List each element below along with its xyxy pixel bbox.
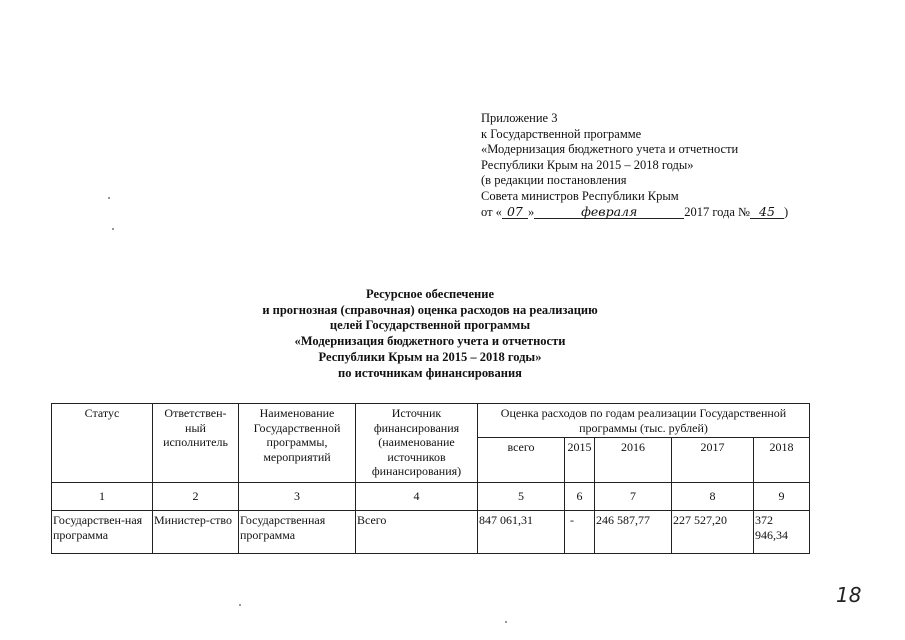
appendix-line: «Модернизация бюджетного учета и отчетности	[481, 142, 739, 157]
handwritten-month: февраля	[534, 205, 684, 219]
title-line: и прогнозная (справочная) оценка расходов на реализацию	[262, 302, 598, 317]
column-number: 3	[239, 483, 356, 511]
appendix-line: Республики Крым на 2015 – 2018 годы»	[481, 157, 694, 172]
handwritten-day: 07	[502, 205, 528, 219]
appendix-block	[481, 111, 788, 220]
column-number: 4	[356, 483, 478, 511]
column-number: 2	[153, 483, 239, 511]
header-source: Источник финансирования (наименование источников финансирования)	[356, 404, 478, 483]
scan-speck	[505, 621, 507, 623]
appendix-line: Совета министров Республики Крым	[481, 188, 679, 203]
cell-2018: 372 946,34	[754, 511, 810, 554]
date-prefix: от «	[481, 204, 502, 219]
table-row	[52, 511, 810, 554]
scan-speck	[108, 197, 110, 199]
date-mid: »	[527, 204, 535, 219]
cell-name: Государственная программа	[239, 511, 356, 554]
title-line: Ресурсное обеспечение	[365, 287, 494, 301]
scan-speck	[112, 228, 114, 230]
cell-executor: Министер-ство	[153, 511, 239, 554]
appendix-date-line	[481, 205, 788, 221]
document-title	[150, 287, 710, 381]
column-numbers-row	[52, 483, 810, 511]
scan-speck	[239, 604, 241, 606]
column-number: 7	[595, 483, 672, 511]
column-number: 1	[52, 483, 153, 511]
cell-2016: 246 587,77	[595, 511, 672, 554]
header-row	[52, 404, 810, 438]
cell-source: Всего	[356, 511, 478, 554]
cell-2015: -	[565, 511, 595, 554]
handwritten-number: 45	[750, 205, 784, 219]
year-text: 2017 года №	[684, 204, 750, 219]
resource-table	[51, 403, 810, 554]
appendix-line: Приложение 3	[481, 111, 558, 125]
header-year-2015: 2015	[565, 438, 595, 483]
header-year-2016: 2016	[595, 438, 672, 483]
date-closing: )	[783, 204, 789, 219]
header-status: Статус	[52, 404, 153, 483]
cell-2017: 227 527,20	[672, 511, 754, 554]
column-number: 6	[565, 483, 595, 511]
title-line: «Модернизация бюджетного учета и отчетности	[294, 334, 566, 349]
header-total: всего	[478, 438, 565, 483]
header-executor: Ответствен-ный исполнитель	[153, 404, 239, 483]
header-estimate: Оценка расходов по годам реализации Государственной программы (тыс. рублей)	[478, 404, 810, 438]
header-year-2017: 2017	[672, 438, 754, 483]
column-number: 9	[754, 483, 810, 511]
cell-status: Государствен-ная программа	[52, 511, 153, 554]
column-number: 5	[478, 483, 565, 511]
title-line: целей Государственной программы	[329, 318, 531, 333]
header-year-2018: 2018	[754, 438, 810, 483]
column-number: 8	[672, 483, 754, 511]
appendix-line: к Государственной программе	[481, 126, 642, 141]
cell-total: 847 061,31	[478, 511, 565, 554]
page-number: 18	[836, 583, 862, 607]
header-name: Наименование Государственной программы, мероприятий	[239, 404, 356, 483]
appendix-line: (в редакции постановления	[481, 173, 627, 188]
title-line: Республики Крым на 2015 – 2018 годы»	[318, 349, 542, 364]
title-line: по источникам финансирования	[338, 365, 522, 380]
